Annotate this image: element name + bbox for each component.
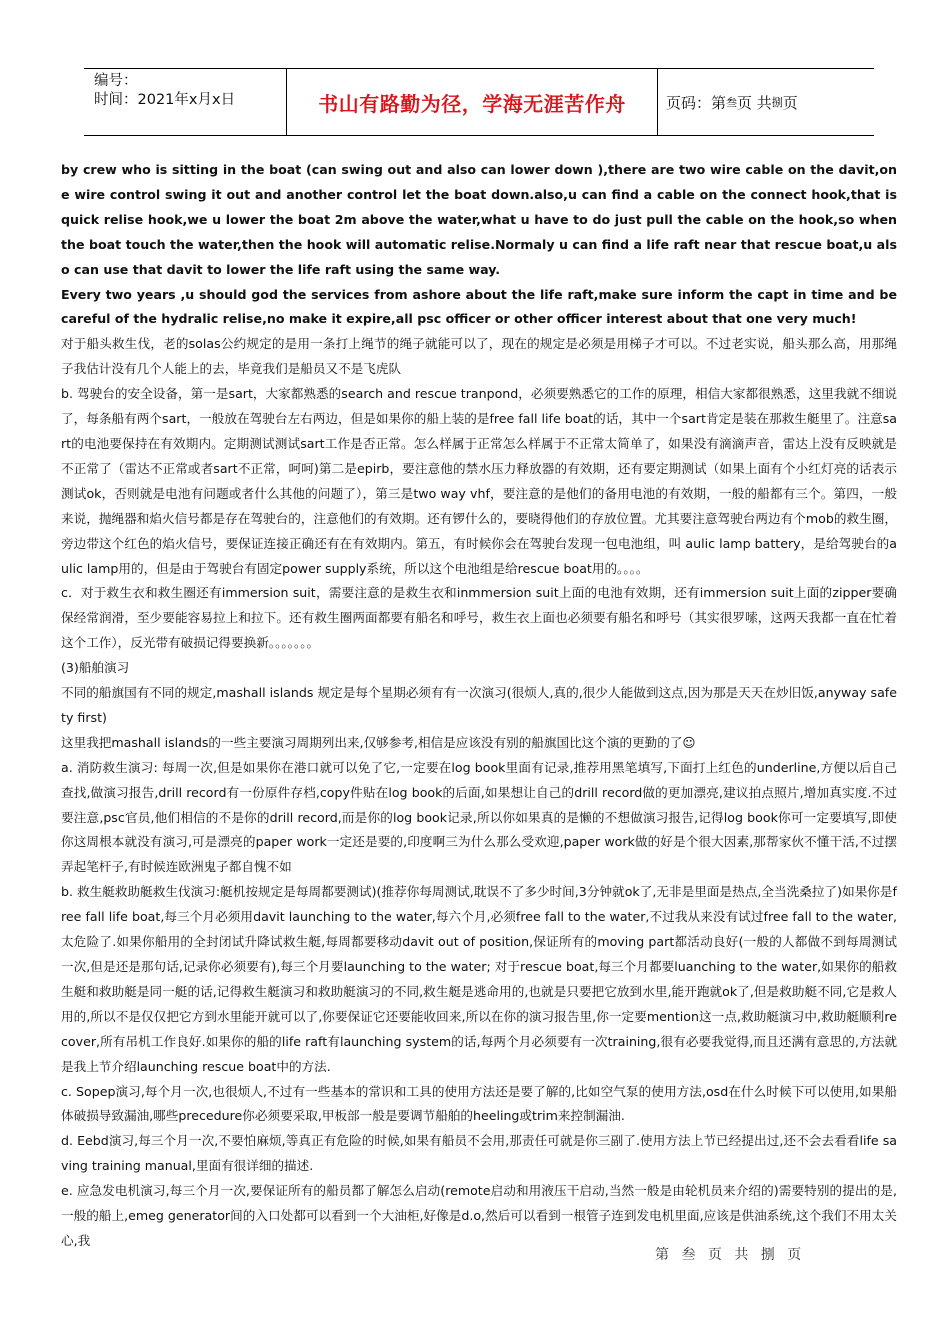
header-meta xyxy=(84,69,286,135)
list-item-sopep-drill: c. Sopep演习,每个月一次,也很烦人,不过有一些基本的常识和工具的使用方法还是要了解的,比如空气泵的使用方法,osd在什么时候下可以使用,如果船体破损导致漏油,哪些precedure你必须要采取,甲板部一般是要调节船舶的heeling或trim来控制漏油. xyxy=(61,1083,897,1124)
page-footer: 第 叁 页 共 捌 页 xyxy=(655,1247,806,1263)
list-item-lifeboat-drill: b. 救生艇救助艇救生伐演习:艇机按规定是每周都要测试)(推荐你每周测试,耽误不了多少时间,3分钟就ok了,无非是里面是热点,全当洗桑拉了)如果你是free fall life boat,每三个月必须用davit launching to the water,每六个月,必须free fall to the water,不过我从来没有试过free fall to the water,太危险了.如果你船用的全封闭试升降试救生艇,每周都要移动davit out of position,保证所有的moving part都活动良好(一般的人都做不到每周测试一次,但是还是那句话,记录你必须要有),每三个月要launching to the water; 对于rescue boat,每三个月都要luanching to the water,如果你的船救生艇和救助艇是同一艇的话,记得救生艇演习和救助艇演习的不同,救生艇是逃命用的,也就是只要把它放到水里,能开跑就ok了,但是救助艇不同,它是救人用的,所以不是仅仅把它方到水里能开就可以了,你要保证它还要能收回来,所以在你的演习报告里,你一定要mention这一点,救助艇演习中,救助艇顺利recover,所有吊机工作良好.如果你的船的life raft有launching system的话,每两个月必须要有一次training,很有必要我觉得,而且还满有意思的,方法就是我上节介绍launching rescue boat中的方法. xyxy=(61,884,897,1074)
section-heading-drills: (3)船舶演习 xyxy=(61,660,130,676)
header-motto: 书山有路勤为径，学海无涯苦作舟 xyxy=(286,69,658,135)
paragraph-lifejackets-immersion-suits: c．对于救生衣和救生圈还有immersion suit，需要注意的是救生衣和inmmersion suit上面的电池有效期，还有immersion suit上面的zipper要确保经常润滑，至少要能容易拉上和拉下。还有救生圈两面都要有船名和呼号，救生衣上面也必须要有船名和呼号（其实很罗嗦，这两天我都一直在忙着这个工作），反光带有破损记得要换新。。。。。。。 xyxy=(61,585,897,651)
page-mid: 页 共 xyxy=(737,93,772,112)
paragraph-bow-life-raft: 对于船头救生伐，老的solas公约规定的是用一条打上绳节的绳子就能可以了，现在的规定是必须是用梯子才可以。不过老实说，船头那么高，用那绳子我估计没有几个人能上的去，毕竟我们是船员又不是飞虎队 xyxy=(61,336,897,377)
page-prefix: 页码：第 xyxy=(666,93,727,112)
current-page-number: 叁 xyxy=(726,96,738,109)
paragraph-bridge-safety-equipment: b. 驾驶台的安全设备，第一是sart，大家都熟悉的search and rescue tranpond，必须要熟悉它的工作的原理，相信大家都很熟悉，这里我就不细说了，每条船有两个sart，一般放在驾驶台左右两边，但是如果你的船上装的是free fall life boat的话，其中一个sart肯定是装在那救生艇里了。注意sart的电池要保持在有效期内。定期测试测试sart工作是否正常。怎么样属于正常怎么样属于不正常太简单了，如果没有滴滴声音，雷达上没有反映就是不正常了（雷达不正常或者sart不正常，呵呵)第二是epirb，要注意他的禁水压力释放器的有效期，还有要定期测试（如果上面有个小红灯亮的话表示测试ok，否则就是电池有问题或者什么其他的问题了），第三是two way vhf，要注意的是他们的备用电池的有效期，一般的船都有三个。第四，一般来说，抛绳器和焰火信号都是存在驾驶台的，注意他们的有效期。还有锣什么的，要晓得他们的存放位置。尤其要注意驾驶台两边有个mob的救生圈，旁边带这个红色的焰火信号，要保证连接正确还有在有效期内。第五，有时候你会在驾驶台发现一包电池组，叫 aulic lamp battery，是给驾驶台的aulic lamp用的，但是由于驾驶台有固定power supply系统，所以这个电池组是给rescue boat用的。。。。 xyxy=(61,386,897,576)
list-item-emergency-generator-drill: e. 应急发电机演习,每三个月一次,要保证所有的船员都了解怎么启动(remote启动和用液压干启动,当然一般是由轮机员来介绍的)需要特别的提出的是,一般的船上,emeg generator间的入口处都可以看到一个大油柜,好像是d.o,然后可以看到一根管子连到发电机里面,应该是供油系统,这个我们不用太关心,我 xyxy=(61,1183,897,1248)
paragraph-drill-schedule-intro: 这里我把mashall islands的一些主要演习周期列出来,仅够参考,相信是应该没有别的船旗国比这个演的更勤的了☺ xyxy=(61,734,696,750)
page-suffix: 页 xyxy=(782,93,798,112)
paragraph-life-raft-service: Every two years ,u should god the services from ashore about the life raft,make sure inform the capt in time and be careful of the hydralic relise,no make it expire,all psc officer or other officer interest about that one very much! xyxy=(61,286,897,327)
paragraph-flag-state-rules: 不同的船旗国有不同的规定,mashall islands 规定是每个星期必须有有一次演习(很烦人,真的,很少人能做到这点,因为那是天天在炒旧饭,anyway safety first) xyxy=(61,685,897,725)
list-item-eebd-drill: d. Eebd演习,每三个月一次,不要怕麻烦,等真正有危险的时候,如果有船员不会用,那责任可就是你三副了.使用方法上节已经提出过,还不会去看看life saving training manual,里面有很详细的描述. xyxy=(61,1133,897,1174)
paragraph-rescue-boat-davit: by crew who is sitting in the boat (can swing out and also can lower down ),there are two wire cable on the davit,one wire control swing it out and another control let the boat down.also,u can find a cable on the connect hook,that is quick relise hook,we u lower the boat 2m above the water,what u have to do just pull the cable on the hook,so when the boat touch the water,then the hook will automatic relise.Normaly u can find a life raft near that rescue boat,u also can use that davit to lower the life raft using the same way. xyxy=(61,162,897,277)
header-page-number xyxy=(658,69,874,135)
page-header xyxy=(84,68,874,136)
document-body xyxy=(61,158,897,1254)
total-page-number: 捌 xyxy=(771,96,783,109)
document-date-label: 时间：2021年x月x日 xyxy=(94,92,236,108)
list-item-fire-drill: a. 消防救生演习: 每周一次,但是如果你在港口就可以免了它,一定要在log book里面有记录,推荐用黑笔填写,下面打上红色的underline,方便以后自己查找,做演习报告,drill record有一份原件存档,copy件贴在log book的后面,如果想让自己的drill record做的更加漂亮,建议拍点照片,增加真实度.不过要注意,psc官员,他们相信的不是你的drill record,而是你的log book记录,所以你如果真的是懒的不想做演习报告,记得log book你可一定要填写,即使你这周根本就没有演习,可是漂亮的paper work一定还是要的,印度啊三为什么那么受欢迎,paper work做的好是个很大因素,那帮家伙不懂干活,不过摆弄起笔杆子,有时候连欧洲鬼子都自愧不如 xyxy=(61,759,897,875)
document-code-label: 编号： xyxy=(94,73,138,89)
